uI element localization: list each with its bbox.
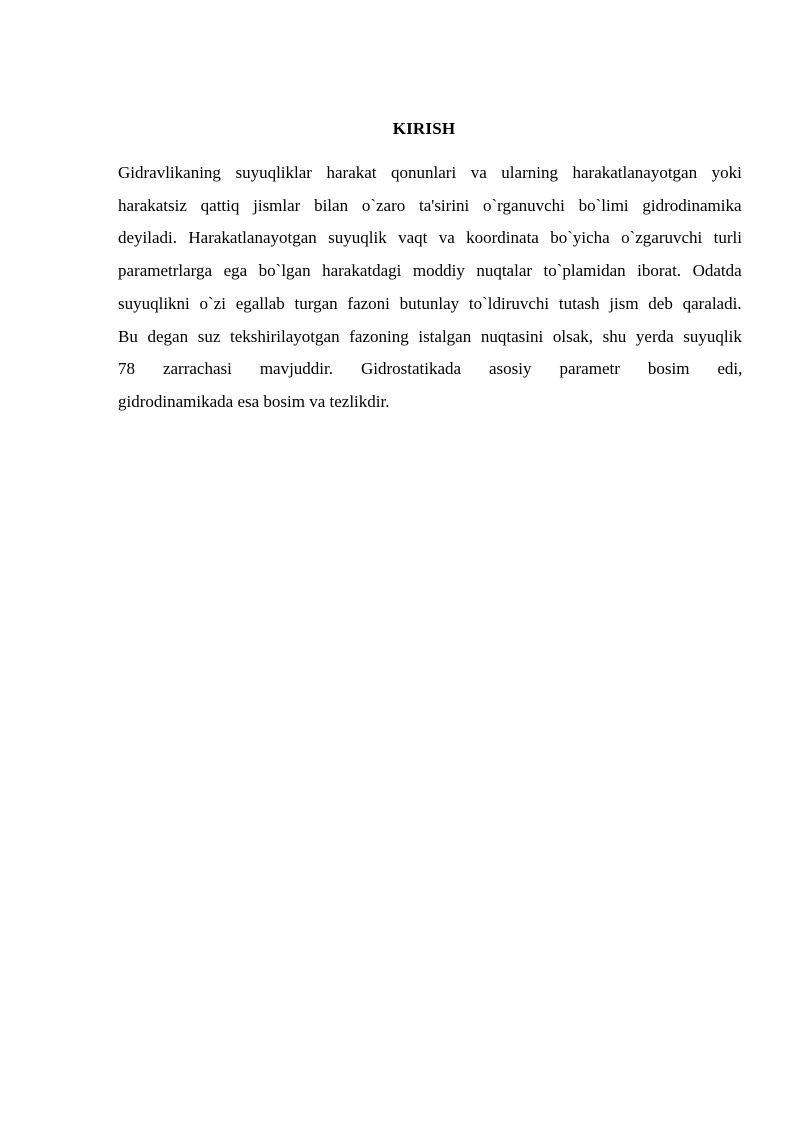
paragraph-line: Gidravlikaning suyuqliklar harakat qonunlari va ularning harakatlanayotgan yoki: [118, 163, 742, 182]
paragraph-line: deyiladi. Harakatlanayotgan suyuqlik vaqt va koordinata bo`yicha o`zgaruvchi turli: [118, 228, 742, 248]
paragraph-line: harakatsiz qattiq jismlar bilan o`zaro ta'sirini o`rganuvchi bo`limi gidrodinamika: [118, 195, 742, 215]
paragraph-line: parametrlarga ega bo`lgan harakatdagi moddiy nuqtalar to`plamidan iborat. Odatda: [118, 261, 742, 281]
body-paragraph: [118, 157, 742, 419]
paragraph-line: gidrodinamikada esa bosim va tezlikdir.: [118, 391, 390, 411]
paragraph-line: Bu degan suz tekshirilayotgan fazoning istalgan nuqtasini olsak, shu yerda suyuqlik: [118, 326, 742, 346]
page-title: KIRISH: [392, 119, 456, 138]
paragraph-line: suyuqlikni o`zi egallab turgan fazoni butunlay to`ldiruvchi tutash jism deb qaraladi.: [118, 293, 742, 313]
paragraph-line: 78 zarrachasi mavjuddir. Gidrostatikada asosiy parametr bosim edi,: [118, 359, 743, 379]
